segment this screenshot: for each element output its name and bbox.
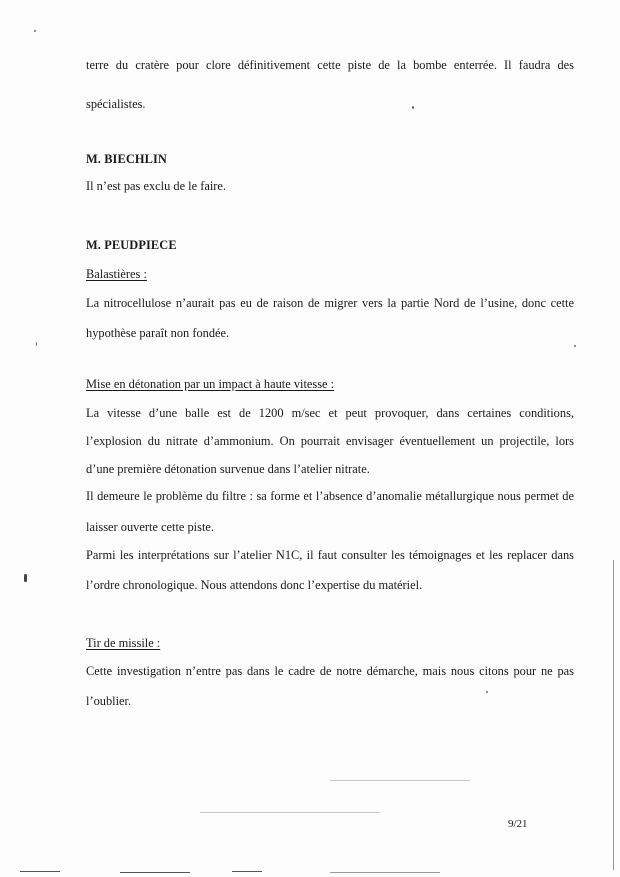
paragraph-line: terre du cratère pour clore définitivement cette piste de la bombe enterrée. Il faudra des [86, 58, 574, 72]
section-heading: Mise en détonation par un impact à haute vitesse : [86, 377, 335, 391]
speaker-name: M. PEUDPIECE [86, 238, 177, 252]
scan-noise [330, 780, 470, 781]
scan-speck [412, 106, 414, 109]
paragraph-line: l’ordre chronologique. Nous attendons donc l’expertise du matériel. [86, 578, 423, 592]
paragraph-line: hypothèse paraît non fondée. [86, 326, 230, 340]
section-heading: Tir de missile : [86, 636, 161, 650]
scan-speck [24, 574, 27, 582]
paragraph-line: d’une première détonation survenue dans l’atelier nitrate. [86, 462, 370, 476]
section-heading: Balastières : [86, 267, 147, 281]
paragraph-line: Il demeure le problème du filtre : sa forme et l’absence d’anomalie métallurgique nous permet de [86, 489, 574, 503]
scan-noise [120, 872, 190, 873]
paragraph-line: Il n’est pas exclu de le faire. [86, 179, 227, 193]
paragraph-line: La vitesse d’une balle est de 1200 m/sec et peut provoquer, dans certaines conditions, [86, 406, 574, 420]
paragraph-line: La nitrocellulose n’aurait pas eu de raison de migrer vers la partie Nord de l’usine, donc cette [86, 296, 574, 310]
paragraph-line: laisser ouverte cette piste. [86, 520, 214, 534]
speaker-name: M. BIECHLIN [86, 152, 167, 166]
paragraph-line: spécialistes. [86, 97, 146, 111]
page-number: 9/21 [508, 818, 528, 830]
scan-speck [36, 342, 37, 346]
scan-edge [613, 560, 614, 870]
paragraph-line: l’explosion du nitrate d’ammonium. On pourrait envisager éventuellement un projectile, lors [86, 434, 574, 448]
scan-noise [232, 871, 262, 872]
paragraph-line: l’oublier. [86, 694, 132, 708]
paragraph-line: Parmi les interprétations sur l’atelier N1C, il faut consulter les témoignages et les replacer dans [86, 548, 574, 562]
scan-noise [330, 872, 440, 873]
scan-noise [200, 812, 380, 813]
scan-noise [20, 871, 60, 872]
scan-speck [34, 30, 36, 32]
scan-speck [486, 691, 488, 693]
paragraph-line: Cette investigation n’entre pas dans le cadre de notre démarche, mais nous citons pour ne pas [86, 664, 574, 678]
scan-speck [574, 345, 576, 347]
